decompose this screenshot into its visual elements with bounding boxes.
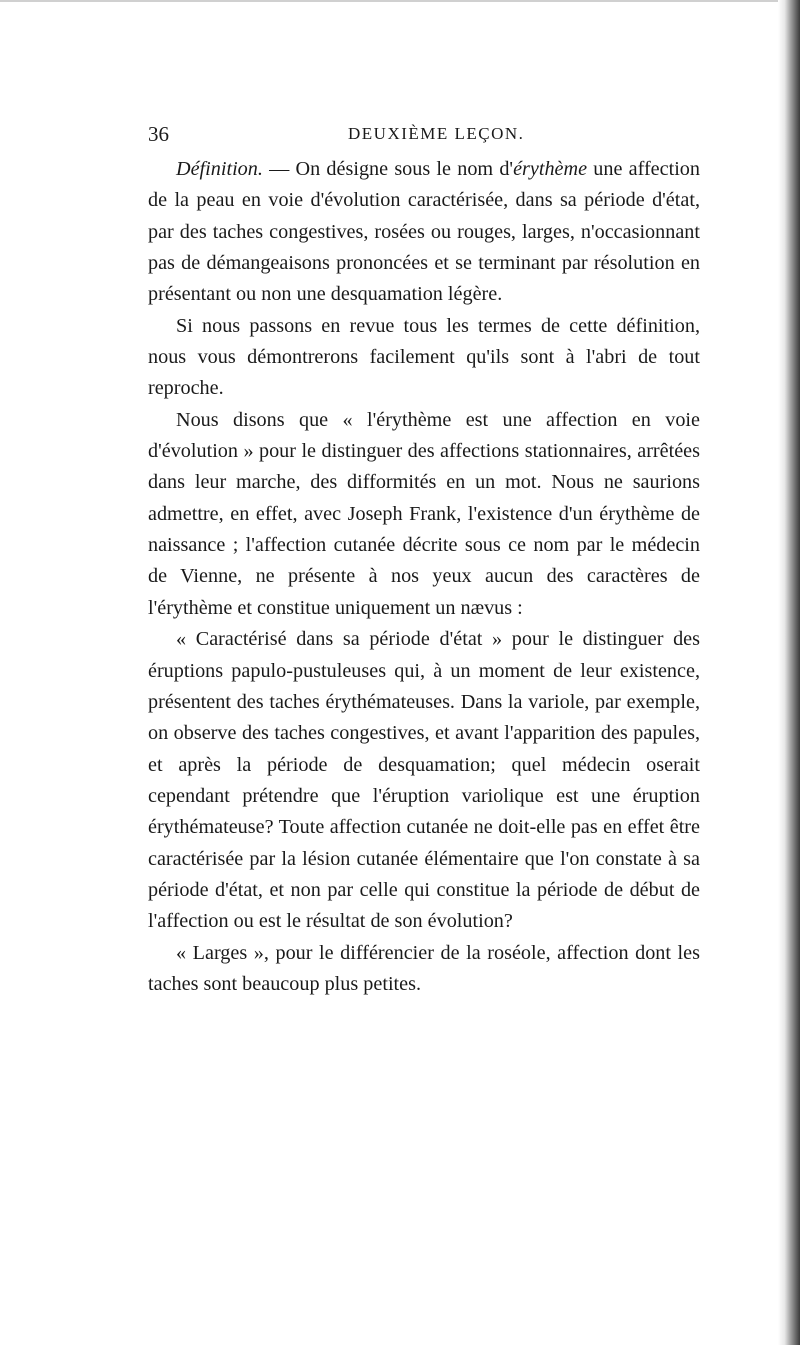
paragraph-3: Nous disons que « l'érythème est une affection en voie d'évolution » pour le distinguer des affections stationnaires, arrêtées dans leur marche, des difformités en un mot. Nous ne saurions admettre, en effet, avec Joseph Frank, l'existence d'un érythème de naissance ; l'affection cutanée décrite sous ce nom par le médecin de Vienne, ne présente à nos yeux aucun des caractères de l'érythème et constitue uniquement un nævus : — [148, 408, 700, 619]
page-header — [148, 118, 708, 148]
definition-text-b: une affection de la peau en voie d'évolution caractérisée, dans sa période d'état, par des taches congestives, rosées ou rouges, larges, n'occasionnant pas de démangeaisons prononcées et se terminant par résolution en présentant ou non une desquamation légère. — [148, 158, 700, 306]
body-text — [148, 154, 700, 1000]
running-head: DEUXIÈME LEÇON. — [348, 124, 525, 143]
definition-text-a: — On désigne sous le nom d' — [262, 158, 514, 180]
paragraph-5: « Larges », pour le différencier de la roséole, affection dont les taches sont beaucoup plus petites. — [148, 941, 700, 995]
paragraph-4: « Caractérisé dans sa période d'état » pour le distinguer des éruptions papulo-pustuleuses qui, à un moment de leur existence, présentent des taches érythémateuses. Dans la variole, par exemple, on observe des taches congestives, et avant l'apparition des papules, et après la période de desquamation; quel médecin oserait cependant prétendre que l'éruption variolique est une éruption érythémateuse? Toute affection cutanée ne doit-elle pas en effet être caractérisée par la lésion cutanée élémentaire que l'on constate à sa période d'état, et non par celle qui constitue la période de début de l'affection ou est le résultat de son évolution? — [148, 628, 700, 933]
paragraph-definition — [148, 154, 700, 311]
top-edge-line — [0, 0, 800, 2]
paragraph-2: Si nous passons en revue tous les termes de cette définition, nous vous démontrerons facilement qu'ils sont à l'abri de tout reproche. — [148, 314, 700, 400]
definition-term: érythème — [513, 158, 588, 180]
definition-lead: Définition. — [176, 158, 263, 180]
page-binding-edge — [778, 0, 800, 1345]
page-number: 36 — [148, 122, 169, 146]
